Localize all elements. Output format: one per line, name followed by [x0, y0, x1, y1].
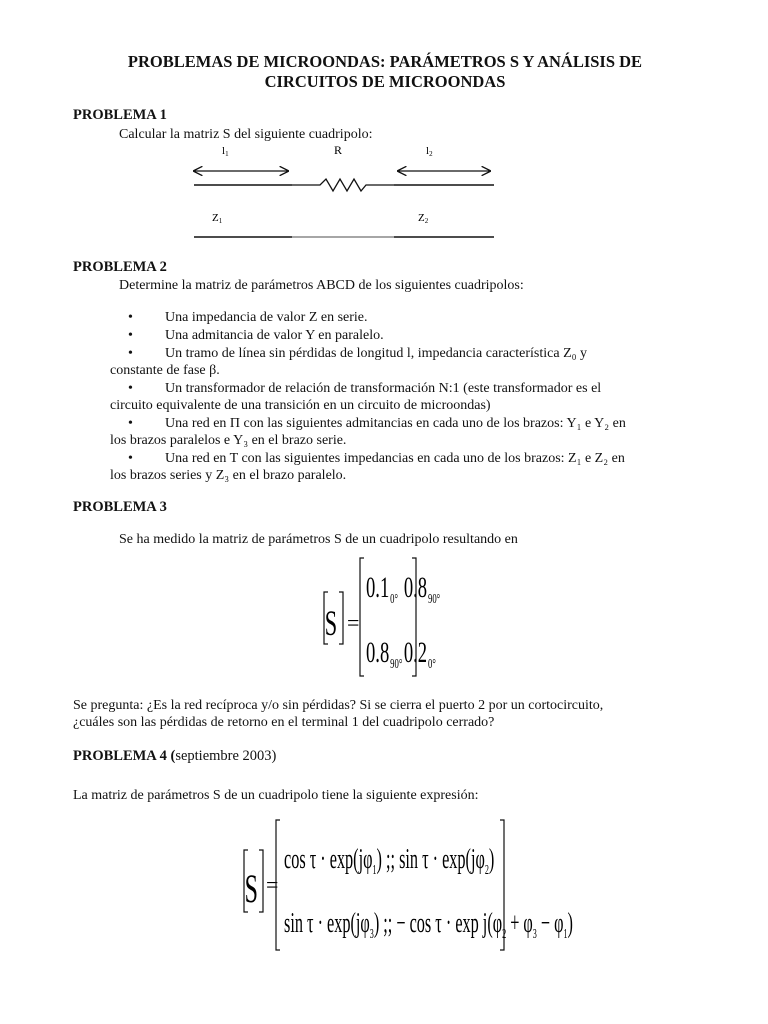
list-item: • Una red en T con las siguientes impedancias en cada uno de los brazos: Z₁ e Z₂ en los brazos series y Z₃ en el brazo paralelo.: [110, 451, 625, 483]
s21-angle: 90°: [390, 655, 403, 672]
s-matrix-problem-3: [318, 552, 441, 682]
s12-expression: sin τ · exp(jφ: [399, 843, 485, 875]
bullet-icon: •: [128, 381, 133, 396]
title-line-2: CIRCUITOS DE MICROONDAS: [264, 72, 506, 91]
s-matrix-problem-4: [238, 814, 573, 956]
equals-sign: =: [266, 872, 279, 897]
document-title: [60, 52, 710, 92]
list-item: • Un transformador de relación de transformación N:1 (este transformador es el circuito equivalente de una transición en un circuito de microondas): [110, 381, 602, 413]
equals-sign: =: [347, 610, 360, 635]
problem-3-question: Se pregunta: ¿Es la red recíproca y/o sin pérdidas? Si se cierra el puerto 2 por un cortocircuito, ¿cuáles son las pérdidas de retorno en el terminal 1 del cuadripolo cerrado?: [73, 698, 604, 730]
s12-magnitude: 0.8: [403, 571, 428, 605]
list-item: • Una impedancia de valor Z en serie.: [128, 310, 368, 325]
matrix-symbol: S: [244, 868, 258, 912]
label-l2: l2: [426, 145, 433, 158]
list-item: • Un tramo de línea sin pérdidas de longitud l, impedancia característica Z₀ y constante de fase β.: [110, 346, 588, 378]
problem-1-heading: PROBLEMA 1: [73, 107, 167, 123]
s22-angle: 0°: [428, 655, 436, 672]
s11-expression: $\cos \tau \cdot \exp(j\varphi_1)$ ;; $\sin \tau \cdot \exp(j\varphi_2)$: [284, 843, 495, 878]
problem-1-statement: Calcular la matriz S del siguiente cuadripolo:: [119, 127, 373, 142]
label-z1: Z1: [212, 212, 223, 225]
s21-expression: $\sin \tau \cdot \exp(j\varphi_3)$ ;; − $\cos \tau \cdot \exp j(\varphi_2 + \varphi_3 - \varphi_1)$: [284, 907, 573, 942]
problem-4-statement: La matriz de parámetros S de un cuadripolo tiene la siguiente expresión:: [73, 788, 479, 803]
s12-angle: 90°: [428, 590, 441, 607]
two-port-circuit-diagram: [180, 138, 510, 246]
problem-4-heading: PROBLEMA 4 (septiembre 2003): [73, 748, 277, 764]
bullet-icon: •: [128, 346, 133, 361]
problem-3-heading: PROBLEMA 3: [73, 499, 167, 515]
list-item: • Una admitancia de valor Y en paralelo.: [128, 328, 384, 343]
s22-expression: − cos τ · exp j(φ: [396, 907, 503, 939]
label-z2: Z2: [418, 212, 429, 225]
bullet-icon: •: [128, 310, 133, 325]
problem-2-heading: PROBLEMA 2: [73, 259, 167, 275]
s11-angle: 0°: [390, 590, 398, 607]
s22-magnitude: 0.2: [403, 636, 428, 670]
s11-magnitude: 0.1: [366, 571, 390, 605]
title-line-1: PROBLEMAS DE MICROONDAS: PARÁMETROS S Y ANÁLISIS DE: [127, 52, 643, 71]
problem-2-list: [110, 309, 688, 484]
problem-2-statement: Determine la matriz de parámetros ABCD de los siguientes cuadripolos:: [119, 278, 524, 293]
label-r: R: [334, 143, 343, 157]
s21-magnitude: 0.8: [366, 636, 390, 670]
bullet-icon: •: [128, 328, 133, 343]
list-item: • Una red en Π con las siguientes admitancias en cada uno de los brazos: Y₁ e Y₂ en los brazos paralelos e Y₃ en el brazo serie.: [110, 416, 626, 448]
matrix-symbol: S: [324, 603, 338, 644]
bullet-icon: •: [128, 451, 133, 466]
resistor-symbol: [292, 179, 394, 191]
bullet-icon: •: [128, 416, 133, 431]
problem-3-statement: Se ha medido la matriz de parámetros S de un cuadripolo resultando en: [119, 532, 518, 547]
label-l1: l1: [222, 145, 229, 158]
